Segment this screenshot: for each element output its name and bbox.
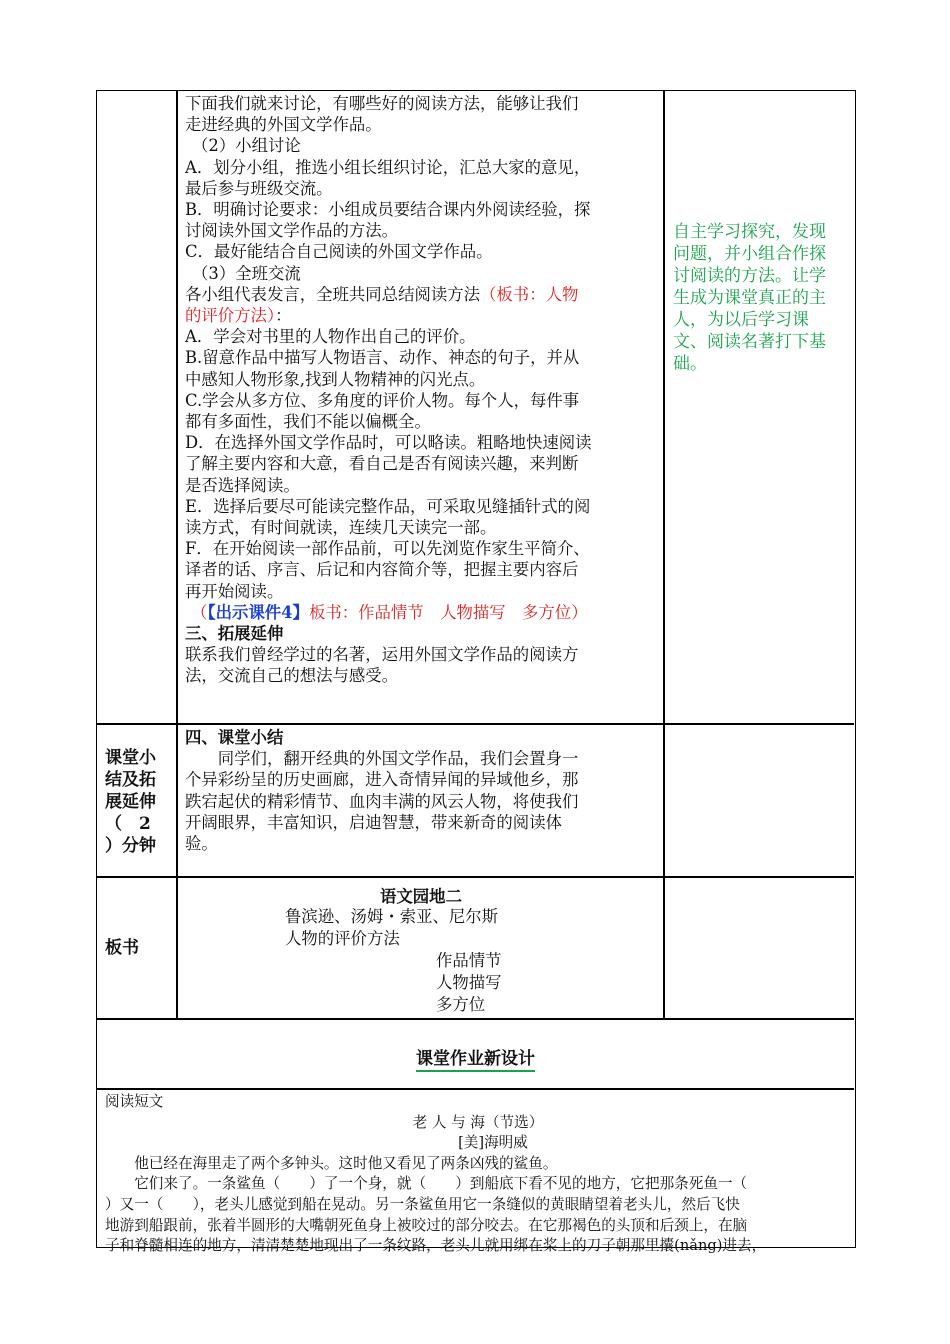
board-title: 语文园地二 (380, 887, 462, 906)
body-line: （3）全班交流 (192, 263, 301, 283)
body-line: 讨阅读外国文学作品的方法。 (185, 221, 399, 241)
summary-line: 验。 (185, 834, 218, 854)
row-divider-homework (97, 1018, 854, 1020)
method-line: 读方式，有时间就读，连续几天读完一部。 (185, 518, 497, 538)
row-divider-reading (97, 1088, 854, 1090)
board-note-part2: 的评价方法） (185, 306, 276, 326)
summary-row-label (105, 747, 175, 857)
body-line: A．划分小组，推选小组长组织讨论，汇总大家的意见， (185, 157, 591, 177)
method-line: 是否选择阅读。 (185, 475, 300, 495)
method-line: 了解主要内容和大意，看自己是否有阅读兴趣，来判断 (185, 454, 579, 474)
courseware-line (185, 602, 665, 623)
passage-line: 地游到船跟前，张着半圆形的大嘴朝死鱼身上被咬过的部分咬去。在它那褐色的头顶和后颈上，在脑 (105, 1216, 748, 1234)
reading-label: 阅读短文 (105, 1093, 164, 1110)
board-line-method: 人物的评价方法 (285, 929, 400, 948)
summary-label-line: （ 2 (105, 814, 151, 834)
design-note-line: 础。 (673, 354, 707, 374)
passage-line: 他已经在海里走了两个多钟头。这时他又看见了两条凶残的鲨鱼。 (105, 1154, 558, 1172)
board-content (179, 882, 663, 1016)
board-item: 作品情节 (436, 951, 502, 970)
passage-author: [美]海明威 (458, 1134, 528, 1152)
body-line: B．明确讨论要求：小组成员要结合课内外阅读经验，探 (185, 200, 591, 220)
method-line: 再开始阅读。 (185, 581, 284, 601)
courseware-paren: （ (191, 602, 208, 622)
courseware-label: 【出示课件4】 (207, 602, 309, 622)
passage-line: 子和脊髓相连的地方，清清楚楚地现出了一条纹路，老头儿就用绑在桨上的刀子朝那里攮(nǎng)进去， (105, 1237, 767, 1255)
summary-label-line: 展延伸 (105, 792, 156, 812)
lesson-plan-table (96, 90, 856, 1255)
row-divider-board (97, 876, 854, 878)
summary-line: 跌宕起伏的精彩情节、血肉丰满的风云人物，将使我们 (185, 791, 579, 811)
method-line: 译者的话、序言、后记和内容简介等，把握主要内容后 (185, 560, 579, 580)
courseware-board: 板书：作品情节 人物描写 多方位） (308, 602, 588, 622)
summary-line: 开阔眼界，丰富知识，启迪智慧，带来新奇的阅读体 (185, 812, 562, 832)
method-line: A．学会对书里的人物作出自己的评价。 (185, 327, 476, 347)
lesson-body (185, 93, 665, 687)
summary-label-line: 课堂小 (105, 748, 156, 768)
board-item: 多方位 (436, 995, 486, 1014)
method-line: 都有多面性，我们不能以偏概全。 (185, 412, 431, 432)
section3-title: 三、拓展延伸 (185, 624, 284, 644)
summary-intro: 各小组代表发言，全班共同总结阅读方法 (185, 284, 481, 304)
body-line: 最后参与班级交流。 (185, 178, 333, 198)
passage-line: ）又一（ ），老头儿感觉到船在晃动。另一条鲨鱼用它一条缝似的黄眼睛望着老头儿，然后飞快 (105, 1195, 740, 1213)
design-note-line: 问题，并小组合作探 (673, 244, 826, 264)
board-note-line (185, 305, 665, 326)
method-line: F．在开始阅读一部作品前，可以先浏览作家生平简介、 (185, 539, 590, 559)
summary-line: 个异彩纷呈的历史画廊，进入奇情异闻的异域他乡，那 (185, 770, 579, 790)
board-item: 人物描写 (436, 973, 502, 992)
design-note-line: 文、阅读名著打下基 (673, 332, 826, 352)
method-line: E．选择后要尽可能读完整作品，可采取见缝插针式的阅 (185, 496, 591, 516)
section3-line: 法，交流自己的想法与感受。 (185, 666, 399, 686)
homework-title-cell (97, 1044, 854, 1069)
summary-content (185, 727, 665, 854)
colon: ： (275, 306, 292, 326)
homework-title: 课堂作业新设计 (416, 1049, 535, 1072)
summary-label-line: ）分钟 (105, 836, 156, 856)
board-line-characters: 鲁滨逊、汤姆・索亚、尼尔斯 (285, 907, 499, 926)
body-line: （2）小组讨论 (192, 136, 301, 156)
column-divider-label (176, 91, 178, 1020)
board-row-label: 板书 (105, 938, 139, 958)
summary-line: 同学们，翻开经典的外国文学作品，我们会置身一 (185, 749, 579, 769)
passage-title: 老 人 与 海（节选） (412, 1113, 544, 1131)
method-line: 中感知人物形象,找到人物精神的闪光点。 (185, 369, 486, 389)
reading-passage (105, 1092, 851, 1257)
section3-line: 联系我们曾经学过的名著，运用外国文学作品的阅读方 (185, 645, 579, 665)
design-note-line: 自主学习探究，发现 (673, 222, 826, 242)
method-line: C.学会从多方位、多角度的评价人物。每个人，每件事 (185, 390, 580, 410)
summary-intro-line (185, 284, 665, 305)
design-note-line: 人，为以后学习课 (673, 310, 809, 330)
body-line: 下面我们就来讨论，有哪些好的阅读方法，能够让我们 (185, 94, 579, 113)
row-divider-summary (97, 723, 854, 725)
design-note-line: 讨阅读的方法。让学 (673, 266, 826, 286)
passage-line: 它们来了。一条鲨鱼（ ）了一个身，就（ ）到船底下看不见的地方，它把那条死鱼一（ (105, 1175, 748, 1193)
method-line: B.留意作品中描写人物语言、动作、神态的句子，并从 (185, 348, 580, 368)
summary-title: 四、课堂小结 (185, 728, 284, 747)
board-note-part1: （板书：人物 (480, 284, 579, 304)
design-note (673, 221, 853, 375)
body-line: 走进经典的外国文学作品。 (185, 115, 382, 135)
design-note-line: 生成为课堂真正的主 (673, 288, 826, 308)
body-line: C．最好能结合自己阅读的外国文学作品。 (185, 242, 493, 262)
method-line: D．在选择外国文学作品时，可以略读。粗略地快速阅读 (185, 433, 592, 453)
summary-label-line: 结及拓 (105, 770, 156, 790)
